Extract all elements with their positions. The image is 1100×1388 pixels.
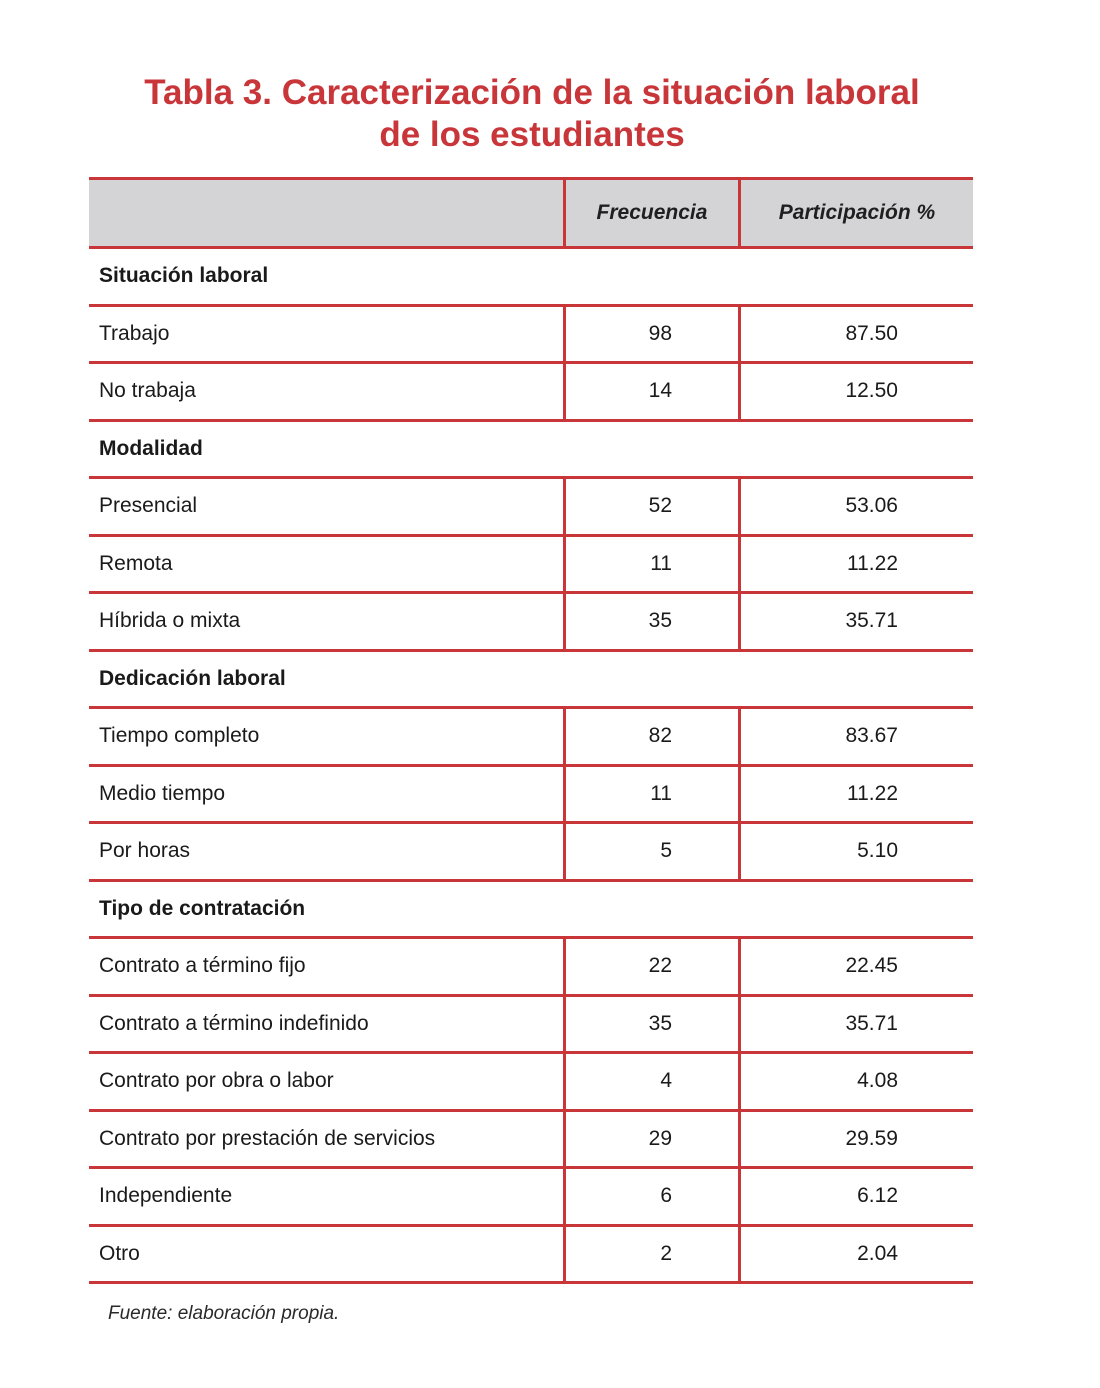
- header-label: [89, 179, 565, 248]
- row-frecuencia: 14: [565, 363, 740, 421]
- table-row: [89, 1053, 973, 1111]
- row-participacion: 4.08: [740, 1053, 974, 1111]
- row-participacion: 35.71: [740, 995, 974, 1053]
- row-label: Independiente: [89, 1168, 565, 1226]
- row-frecuencia: 11: [565, 535, 740, 593]
- table-title-line2: de los estudiantes: [379, 115, 685, 154]
- table-row: [89, 938, 973, 996]
- section-row: [89, 650, 973, 708]
- table-row: [89, 305, 973, 363]
- row-participacion: 83.67: [740, 708, 974, 766]
- header-participacion: Participación %: [740, 179, 974, 248]
- section-row: [89, 248, 973, 306]
- row-participacion: 22.45: [740, 938, 974, 996]
- table-row: [89, 478, 973, 536]
- row-label: Híbrida o mixta: [89, 593, 565, 651]
- header-frecuencia: Frecuencia: [565, 179, 740, 248]
- row-label: Tiempo completo: [89, 708, 565, 766]
- row-label: No trabaja: [89, 363, 565, 421]
- source-note: Fuente: elaboración propia.: [108, 1303, 340, 1324]
- table-title-line1: Tabla 3. Caracterización de la situación laboral: [144, 73, 920, 112]
- row-frecuencia: 6: [565, 1168, 740, 1226]
- table-row: [89, 995, 973, 1053]
- section-heading: Tipo de contratación: [89, 880, 973, 938]
- row-participacion: 35.71: [740, 593, 974, 651]
- row-label: Otro: [89, 1225, 565, 1283]
- row-frecuencia: 35: [565, 593, 740, 651]
- table-row: [89, 535, 973, 593]
- row-frecuencia: 2: [565, 1225, 740, 1283]
- row-label: Contrato a término indefinido: [89, 995, 565, 1053]
- row-label: Contrato a término fijo: [89, 938, 565, 996]
- table-row: [89, 593, 973, 651]
- table-header-row: [89, 179, 973, 248]
- table-row: [89, 363, 973, 421]
- row-frecuencia: 82: [565, 708, 740, 766]
- row-label: Medio tiempo: [89, 765, 565, 823]
- row-participacion: 5.10: [740, 823, 974, 881]
- row-participacion: 6.12: [740, 1168, 974, 1226]
- row-participacion: 29.59: [740, 1110, 974, 1168]
- row-label: Remota: [89, 535, 565, 593]
- row-participacion: 87.50: [740, 305, 974, 363]
- row-frecuencia: 11: [565, 765, 740, 823]
- section-row: [89, 880, 973, 938]
- table-row: [89, 823, 973, 881]
- table-row: [89, 765, 973, 823]
- section-row: [89, 420, 973, 478]
- row-frecuencia: 52: [565, 478, 740, 536]
- data-table: [89, 177, 973, 1284]
- row-label: Por horas: [89, 823, 565, 881]
- table-row: [89, 1110, 973, 1168]
- section-heading: Modalidad: [89, 420, 973, 478]
- row-label: Contrato por obra o labor: [89, 1053, 565, 1111]
- row-label: Trabajo: [89, 305, 565, 363]
- row-frecuencia: 29: [565, 1110, 740, 1168]
- row-label: Presencial: [89, 478, 565, 536]
- row-participacion: 53.06: [740, 478, 974, 536]
- section-heading: Situación laboral: [89, 248, 973, 306]
- row-participacion: 2.04: [740, 1225, 974, 1283]
- table-row: [89, 708, 973, 766]
- row-participacion: 11.22: [740, 535, 974, 593]
- row-participacion: 12.50: [740, 363, 974, 421]
- section-heading: Dedicación laboral: [89, 650, 973, 708]
- row-frecuencia: 5: [565, 823, 740, 881]
- row-frecuencia: 98: [565, 305, 740, 363]
- table-row: [89, 1225, 973, 1283]
- row-frecuencia: 4: [565, 1053, 740, 1111]
- table-title: [0, 72, 1064, 156]
- row-frecuencia: 35: [565, 995, 740, 1053]
- row-participacion: 11.22: [740, 765, 974, 823]
- row-label: Contrato por prestación de servicios: [89, 1110, 565, 1168]
- table-row: [89, 1168, 973, 1226]
- row-frecuencia: 22: [565, 938, 740, 996]
